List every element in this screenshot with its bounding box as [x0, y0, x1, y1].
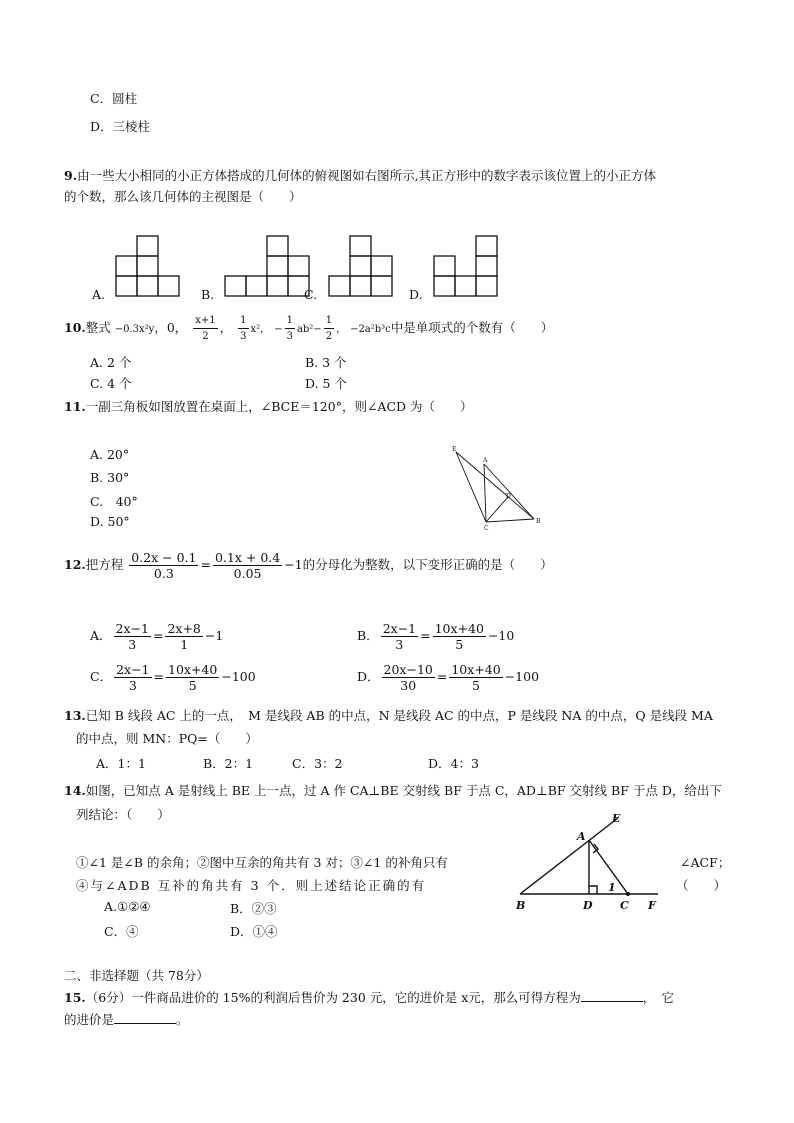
q11-option-c: C. 40° [90, 494, 138, 509]
q13-stem-line2: 的中点，则 MN：PQ=（ ） [76, 731, 258, 746]
q14-stem-line1: 14.如图，已知点 A 是射线上 BE 上一点，过 A 作 CA⊥BE 交射线 BF 于点 C，AD⊥BF 交射线 BF 于点 D，给出下 [64, 783, 722, 798]
q9-label-b: B. [201, 287, 215, 302]
q14-statement-line2: ④与∠ADB 互补的角共有 3 个．则上述结论正确的有 [76, 878, 427, 893]
q12-stem: 12.把方程 $\frac{0.2x - 0.1}{0.3}$ = $\frac{0.1x + 0.4}{0.05}$ −1的分母化为整数，以下变形正确的是（ ） [64, 550, 553, 581]
q14-statement-line1-tail: ∠ACF； [680, 855, 731, 870]
q10-option-a: A. 2 个 [90, 355, 132, 370]
q15-stem-line1: 15.（6分）一件商品进价的 15%的利润后售价为 230 元，它的进价是 x元，那么可得方程为 ， 它 [64, 990, 675, 1005]
q9-option-figures [88, 230, 508, 300]
q9-stem-line2: 的个数，那么该几何体的主视图是（ ） [64, 189, 302, 204]
svg-text:D: D [583, 899, 593, 912]
section-2-title: 二、非选择题（共 78分） [64, 968, 209, 983]
q14-statement-line1: ①∠1 是∠B 的余角；②图中互余的角共有 3 对；③∠1 的补角只有 [76, 855, 448, 870]
q9-label-c: C. [304, 287, 318, 302]
q13-option-b: B．2：1 [203, 756, 254, 771]
svg-text:A: A [577, 830, 586, 843]
q11-stem: 11.一副三角板如图放置在桌面上，∠BCE＝120°，则∠ACD 为（ ） [64, 399, 473, 414]
q15-blank-equation[interactable] [581, 989, 643, 1002]
svg-text:D: D [506, 493, 511, 500]
svg-text:C: C [620, 899, 629, 912]
svg-text:E: E [612, 812, 621, 825]
q14-option-c: C．④ [104, 924, 139, 939]
q12-option-b: B． $\frac{2x-1}{3}$ = $\frac{10x+40}{5}$ −10 [357, 621, 515, 652]
q10-option-d: D. 5 个 [305, 376, 347, 391]
q9-figure-d [434, 236, 497, 296]
q13-stem-line1: 13.已知 B 线段 AC 上的一点， M 是线段 AB 的中点，N 是线段 AC 的中点，P 是线段 NA 的中点，Q 是线段 MA [64, 708, 713, 723]
q12-option-a: A． $\frac{2x-1}{3}$ = $\frac{2x+8}{1}$ −1 [90, 621, 224, 652]
q14-geometry-figure [510, 808, 670, 913]
q8-option-c: C．圆柱 [90, 91, 138, 106]
q13-option-d: D．4：3 [428, 756, 479, 771]
q14-statement-line2-tail: （ ） [676, 878, 727, 893]
q15-stem-line2: 的进价是 。 [64, 1012, 189, 1027]
q9-figure-c [329, 236, 392, 296]
svg-text:B: B [516, 899, 526, 912]
svg-text:C: C [484, 525, 489, 532]
q10-stem: 10.整式 −0.3x²y，0， $\frac{x+1}{2}$ ， $\frac{1}{3}$ x²， − $\frac{1}{3}$ ab²− $\frac{1}{2}$ ， −2a²b³c中是单项式的个数有（ ） [64, 315, 554, 342]
q14-option-b: B．②③ [230, 901, 277, 916]
q9-stem-line1: 9.由一些大小相同的小正方体搭成的几何体的俯视图如右图所示,其正方形中的数字表示该位置上的小正方体 [64, 168, 657, 183]
q11-triangle-figure [448, 442, 548, 532]
q14-option-a: A.①②④ [104, 899, 151, 914]
svg-text:B: B [536, 518, 541, 525]
svg-text:1: 1 [608, 881, 616, 894]
svg-text:F: F [648, 899, 656, 912]
q15-blank-price[interactable] [114, 1011, 176, 1024]
q9-label-a: A. [92, 287, 106, 302]
q12-option-c: C． $\frac{2x-1}{3}$ = $\frac{10x+40}{5}$ −100 [90, 662, 256, 693]
q12-option-d: D． $\frac{20x-10}{30}$ = $\frac{10x+40}{5}$ −100 [357, 662, 540, 693]
q11-option-d: D. 50° [90, 514, 130, 529]
q9-figure-a [116, 236, 179, 296]
q11-option-b: B. 30° [90, 470, 130, 485]
q9-figure-b [225, 236, 309, 296]
svg-text:A: A [483, 457, 488, 464]
q14-option-d: D．①④ [230, 924, 278, 939]
q13-option-a: A．1：1 [96, 756, 146, 771]
q10-option-b: B. 3 个 [305, 355, 347, 370]
q11-option-a: A. 20° [90, 447, 130, 462]
svg-text:E: E [452, 446, 457, 453]
q13-option-c: C．3：2 [292, 756, 343, 771]
q9-label-d: D. [409, 287, 423, 302]
q10-option-c: C. 4 个 [90, 376, 132, 391]
q8-option-d: D．三棱柱 [90, 119, 151, 134]
q14-stem-line2: 列结论：（ ） [76, 807, 170, 822]
